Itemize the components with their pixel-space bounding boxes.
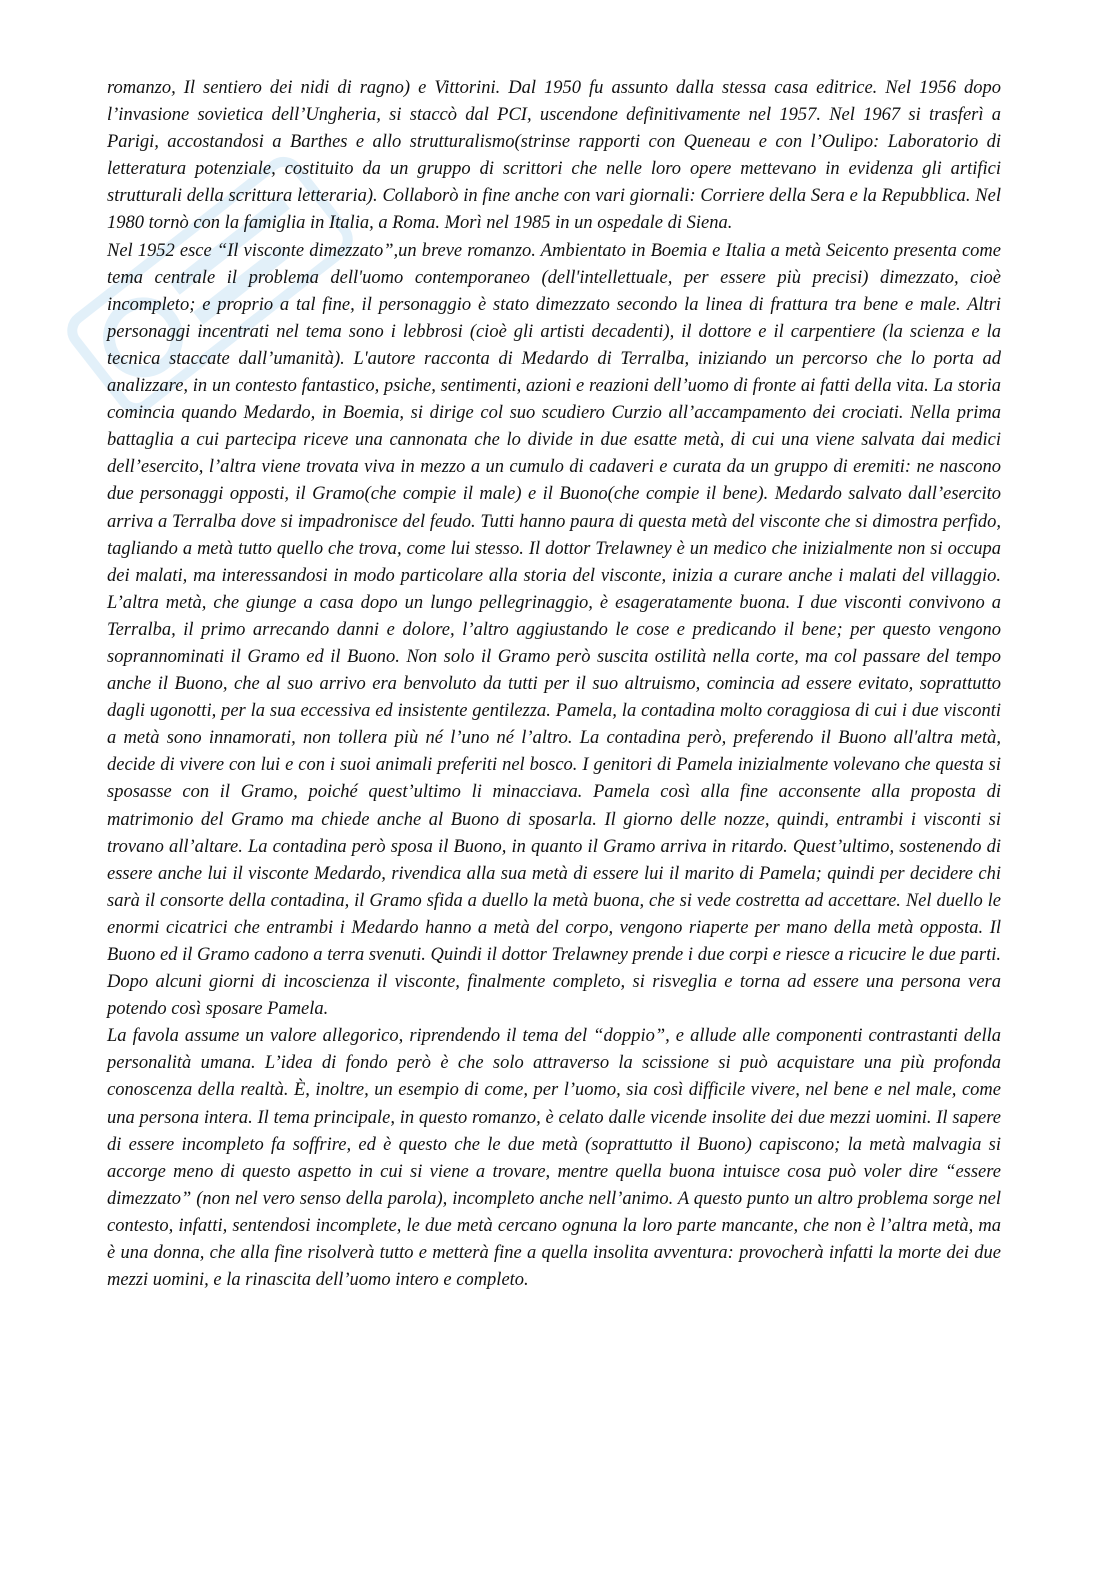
paragraph-biography-end: romanzo, Il sentiero dei nidi di ragno) e Vittorini. Dal 1950 fu assunto dalla stessa casa editrice. Nel 1956 dopo l’invasione sovietica dell’Ungheria, si staccò dal PCI, uscendone definitivamente nel 1957. Nel 1967 si trasferì a Parigi, accostandosi a Barthes e allo strutturalismo(strinse rapporti con Queneau e con l’Oulipo: Laboratorio di letteratura potenziale, costituito da un gruppo di scrittori che nelle loro opere mettevano in evidenza gli artifici strutturali della scrittura letteraria). Collaborò in fine anche con vari giornali: Corriere della Sera e la Repubblica. Nel 1980 tornò con la famiglia in Italia, a Roma. Morì nel 1985 in un ospedale di Siena. bbox=[107, 78, 1001, 234]
document-body bbox=[107, 75, 1001, 1294]
paragraph-plot-summary: Nel 1952 esce “Il visconte dimezzato”,un breve romanzo. Ambientato in Boemia e Italia a metà Seicento presenta come tema centrale il problema dell'uomo contemporaneo (dell'intellettuale, per essere più precisi) dimezzato, cioè incompleto; e proprio a tal fine, il personaggio è stato dimezzato secondo la linea di frattura tra bene e male. Altri personaggi incentrati nel tema sono i lebbrosi (cioè gli artisti decadenti), il dottore e il carpentiere (la scienza e la tecnica staccate dall’umanità). L'autore racconta di Medardo di Terralba, iniziando un percorso che lo porta ad analizzare, in un contesto fantastico, psiche, sentimenti, azioni e reazioni dell’uomo di fronte ai fatti della vita. La storia comincia quando Medardo, in Boemia, si dirige col suo scudiero Curzio all’accampamento dei crociati. Nella prima battaglia a cui partecipa riceve una cannonata che lo divide in due esatte metà, di cui una viene salvata dai medici dell’esercito, l’altra viene trovata viva in mezzo a un cumulo di cadaveri e curata da un gruppo di eremiti: ne nascono due personaggi opposti, il Gramo(che compie il male) e il Buono(che compie il bene). Medardo salvato dall’esercito arriva a Terralba dove si impadronisce del feudo. Tutti hanno paura di questa metà del visconte che si dimostra perfido, tagliando a metà tutto quello che trova, come lui stesso. Il dottor Trelawney è un medico che inizialmente non si occupa dei malati, ma interessandosi in modo particolare alla storia del visconte, inizia a curare anche i malati del villaggio. L’altra metà, che giunge a casa dopo un lungo pellegrinaggio, è esageratamente buona. I due visconti convivono a Terralba, il primo arrecando danni e dolore, l’altro aggiustando le cose e predicando il bene; per questo vengono soprannominati il Gramo ed il Buono. Non solo il Gramo però suscita ostilità nella corte, ma col passare del tempo anche il Buono, che al suo arrivo era benvoluto da tutti per il suo altruismo, comincia ad essere evitato, soprattutto dagli ugonotti, per la sua eccessiva ed insistente gentilezza. Pamela, la contadina molto coraggiosa di cui i due visconti a metà sono innamorati, non tollera più né l’uno né l’altro. La contadina però, preferendo il Buono all'altra metà, decide di vivere con lui e con i suoi animali preferiti nel bosco. I genitori di Pamela inizialmente volevano che questa si sposasse con il Gramo, poiché quest’ultimo li minacciava. Pamela così alla fine acconsente alla proposta di matrimonio del Gramo ma chiede anche al Buono di sposarla. Il giorno delle nozze, quindi, entrambi i visconti si trovano all’altare. La contadina però sposa il Buono, in quanto il Gramo arriva in ritardo. Quest’ultimo, sostenendo di essere anche lui il visconte Medardo, rivendica alla sua metà di essere lui il marito di Pamela; quindi per decidere chi sarà il consorte della contadina, il Gramo sfida a duello la metà buona, che si vede costretta ad accettare. Nel duello le enormi cicatrici che entrambi i Medardo hanno a metà del corpo, vengono riaperte per mano della metà opposta. Il Buono ed il Gramo cadono a terra svenuti. Quindi il dottor Trelawney prende i due corpi e riesce a ricucire le due parti. Dopo alcuni giorni di incoscienza il visconte, finalmente completo, si risveglia e torna ad essere una persona vera potendo così sposare Pamela. bbox=[107, 240, 1001, 1020]
paragraph-analysis: La favola assume un valore allegorico, riprendendo il tema del “doppio”, e allude alle componenti contrastanti della personalità umana. L’idea di fondo però è che solo attraverso la scissione si può acquistare una più profonda conoscenza della realtà. È, inoltre, un esempio di come, per l’uomo, sia così difficile vivere, nel bene e nel male, come una persona intera. Il tema principale, in questo romanzo, è celato dalle vicende insolite dei due mezzi uomini. Il sapere di essere incompleto fa soffrire, ed è questo che le due metà (soprattutto il Buono) capiscono; la metà malvagia si accorge meno di questo aspetto in cui si viene a trovare, mentre quella buona intuisce cosa può voler dire “essere dimezzato” (non nel vero senso della parola), incompleto anche nell’animo. A questo punto un altro problema sorge nel contesto, infatti, sentendosi incomplete, le due metà cercano ognuna la loro parte mancante, che non è l’altra metà, ma è una donna, che alla fine risolverà tutto e metterà fine a quella insolita avventura: provocherà infatti la morte dei due mezzi uomini, e la rinascita dell’uomo intero e completo. bbox=[107, 1026, 1001, 1291]
